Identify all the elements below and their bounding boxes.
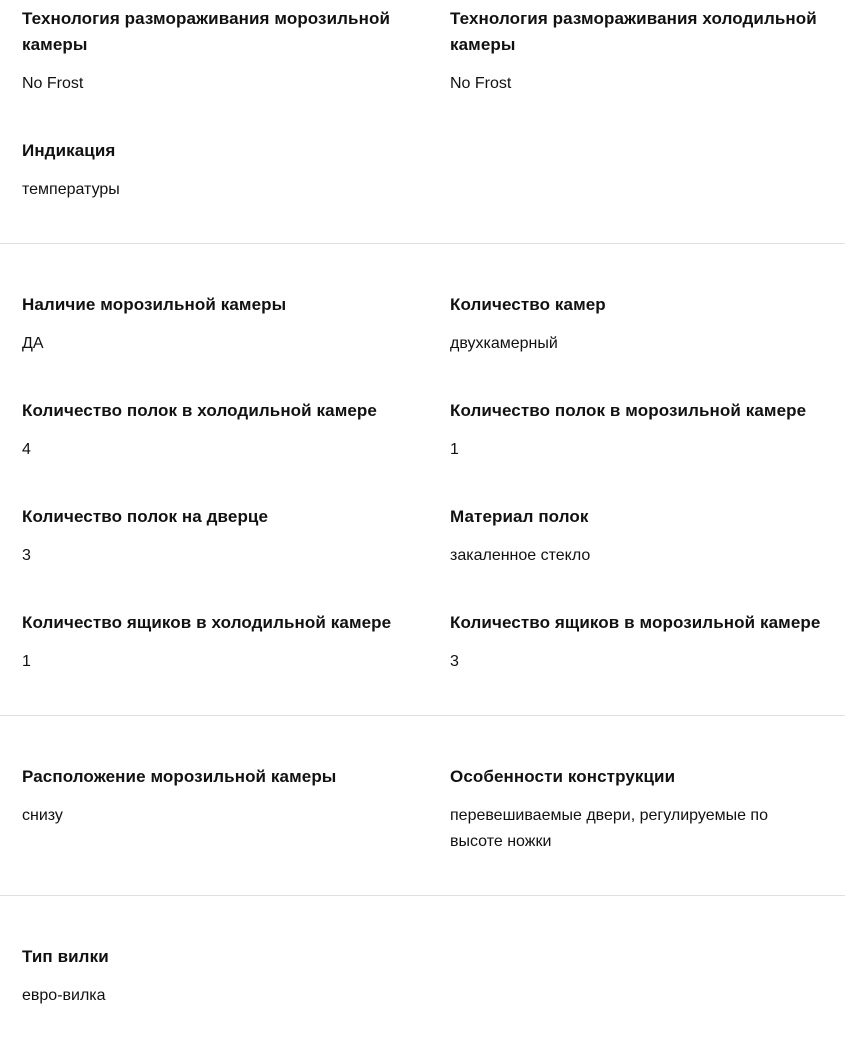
spec-section [0,244,860,715]
spec-label: Расположение морозильной камеры [22,767,337,786]
spec-label: Материал полок [450,507,589,526]
spec-item [450,6,845,97]
spec-item [22,610,450,675]
spec-label: Особенности конструкции [450,767,676,786]
spec-value: 1 [450,441,459,458]
spec-value: No Frost [450,75,512,92]
spec-value: 3 [22,547,31,564]
spec-item [450,610,845,675]
spec-label: Количество камер [450,295,606,314]
spec-grid [22,6,845,203]
spec-section [0,896,860,1049]
spec-value: евро-вилка [22,987,106,1004]
spec-section [0,716,860,895]
spec-item [22,764,450,855]
spec-item [450,398,845,463]
spec-item [450,292,845,357]
spec-item [22,138,450,203]
spec-value: температуры [22,181,120,198]
spec-label: Технология размораживания холодильной камеры [450,9,817,54]
spec-label: Наличие морозильной камеры [22,295,287,314]
spec-value: перевешиваемые двери, регулируемые по высоте ножки [450,807,768,850]
spec-grid [22,944,845,1009]
spec-label: Тип вилки [22,947,109,966]
spec-value: закаленное стекло [450,547,591,564]
spec-item [22,398,450,463]
spec-value: двухкамерный [450,335,558,352]
spec-label: Количество полок в холодильной камере [22,401,377,420]
spec-value: No Frost [22,75,84,92]
spec-section [0,0,860,243]
spec-item [22,504,450,569]
spec-label: Индикация [22,141,116,160]
spec-label: Количество полок в морозильной камере [450,401,807,420]
spec-value: снизу [22,807,63,824]
spec-value: ДА [22,335,44,352]
spec-item [450,764,845,855]
spec-grid [22,292,845,675]
spec-item [22,944,450,1009]
spec-label: Технология размораживания морозильной камеры [22,9,391,54]
spec-value: 1 [22,653,31,670]
spec-value: 3 [450,653,459,670]
spec-label: Количество ящиков в морозильной камере [450,613,821,632]
spec-label: Количество ящиков в холодильной камере [22,613,392,632]
spec-item [22,6,450,97]
spec-value: 4 [22,441,31,458]
spec-item [22,292,450,357]
spec-grid [22,764,845,855]
spec-label: Количество полок на дверце [22,507,269,526]
spec-item [450,504,845,569]
